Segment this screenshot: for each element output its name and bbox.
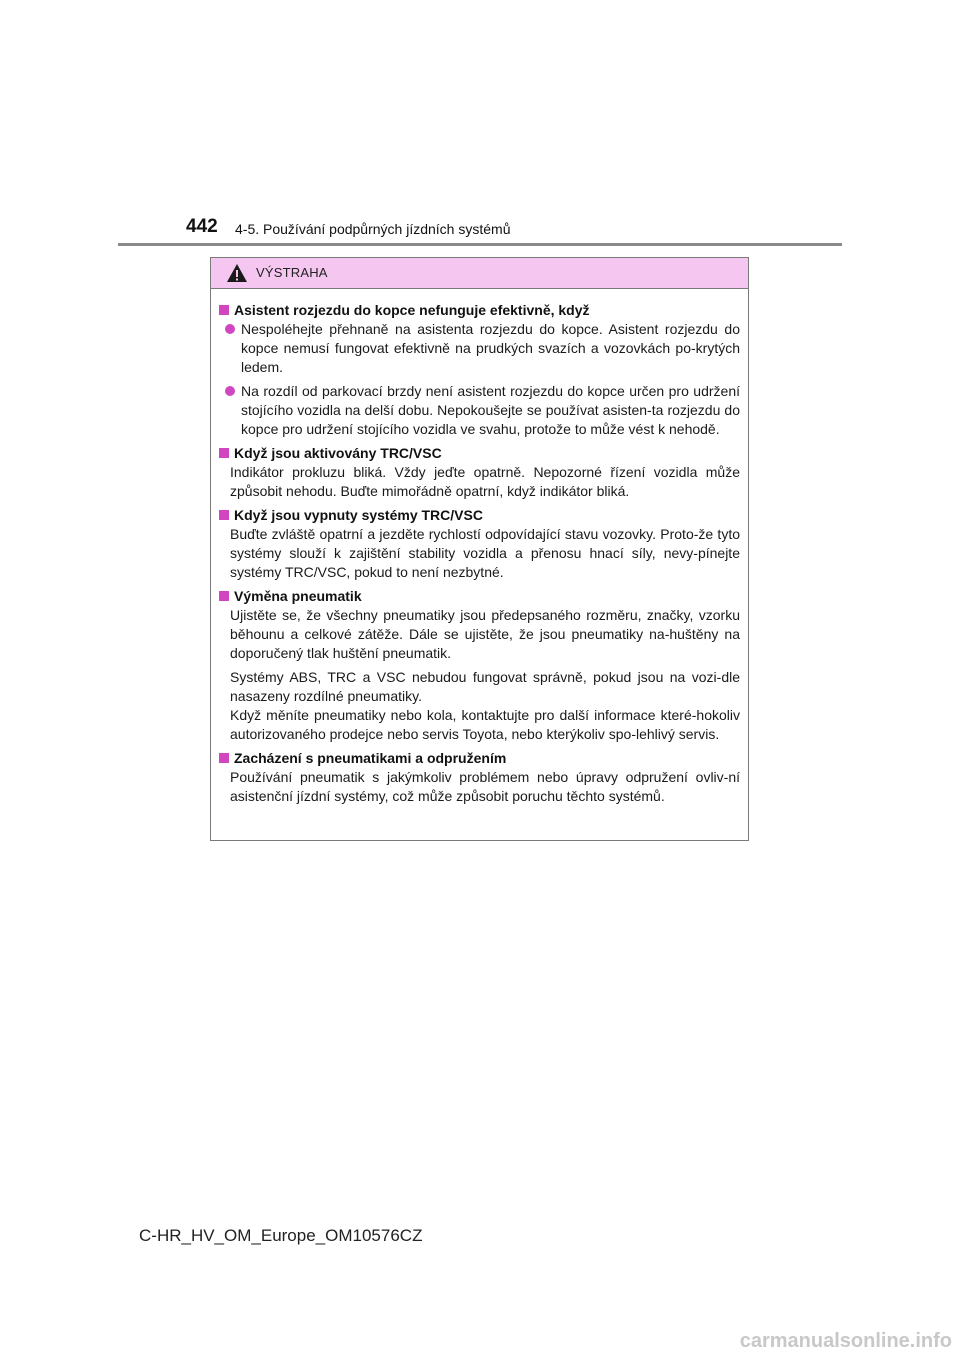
paragraph: Indikátor prokluzu bliká. Vždy jeďte opatrně. Nepozorné řízení vozidla může způsobit nehodu. Buďte mimořádně opatrní, když indikátor bliká. [230,464,740,499]
square-bullet-icon [219,448,229,458]
watermark: carmanualsonline.info [739,1330,952,1352]
warning-header [211,258,748,289]
section-heading [219,444,740,463]
bullet-item [219,382,740,439]
section-heading-text: Asistent rozjezdu do kopce nefunguje efektivně, když [234,302,590,318]
bullet-text: Na rozdíl od parkovací brzdy není asistent rozjezdu do kopce určen pro udržení stojícího vozidla na delší dobu. Nepokoušejte se používat asisten-ta rozjezdu do kopce pro udržení stojícího vozidla ve svahu, protože to může vést k nehodě. [241,383,740,437]
section-heading [219,506,740,525]
bullet-text: Nespoléhejte přehnaně na asistenta rozjezdu do kopce. Asistent rozjezdu do kopce nemusí fungovat efektivně na prudkých svazích a vozovkách po-krytých ledem. [241,321,740,375]
warning-section [219,587,740,744]
square-bullet-icon [219,753,229,763]
round-bullet-icon [225,324,235,334]
warning-title: VÝSTRAHA [256,265,328,280]
warning-section [219,444,740,501]
paragraph: Ujistěte se, že všechny pneumatiky jsou předepsaného rozměru, značky, vzorku běhounu a celkové zátěže. Dále se ujistěte, že jsou pneumatiky na-huštěny na doporučený tlak huštění pneumatik. [230,607,740,661]
section-heading [219,587,740,606]
document-code: C-HR_HV_OM_Europe_OM10576CZ [139,1226,423,1245]
round-bullet-icon [225,386,235,396]
page-number: 442 [186,216,218,237]
square-bullet-icon [219,510,229,520]
section-heading-text: Když jsou aktivovány TRC/VSC [234,445,442,461]
square-bullet-icon [219,591,229,601]
warning-box [210,257,749,841]
bullet-item [219,320,740,377]
paragraph: Používání pneumatik s jakýmkoliv problémem nebo úpravy odpružení ovliv-ní asistenční jízdní systémy, což může způsobit poruchu těchto systémů. [230,769,740,804]
section-heading [219,749,740,768]
warning-body [211,289,748,806]
section-heading-text: Zacházení s pneumatikami a odpružením [234,750,507,766]
section-heading [219,301,740,320]
paragraph: Systémy ABS, TRC a VSC nebudou fungovat správně, pokud jsou na vozi-dle nasazeny rozdílné pneumatiky. Když měníte pneumatiky nebo kola, kontaktujte pro další informace které-hokoliv autorizovaného prodejce nebo servis Toyota, nebo kterýkoliv spo-lehlivý servis. [230,669,740,742]
warning-section [219,749,740,806]
warning-triangle-icon [226,263,248,283]
warning-section [219,301,740,439]
section-heading-text: Když jsou vypnuty systémy TRC/VSC [234,507,483,523]
paragraph: Buďte zvláště opatrní a jezděte rychlostí odpovídající stavu vozovky. Proto-že tyto systémy slouží k zajištění stability vozidla a přenosu hnací síly, nevy-pínejte systémy TRC/VSC, pokud to není nezbytné. [230,526,740,580]
square-bullet-icon [219,305,229,315]
section-title: 4-5. Používání podpůrných jízdních systémů [235,221,511,237]
header-rule [118,243,842,246]
section-heading-text: Výměna pneumatik [234,588,362,604]
warning-section [219,506,740,582]
